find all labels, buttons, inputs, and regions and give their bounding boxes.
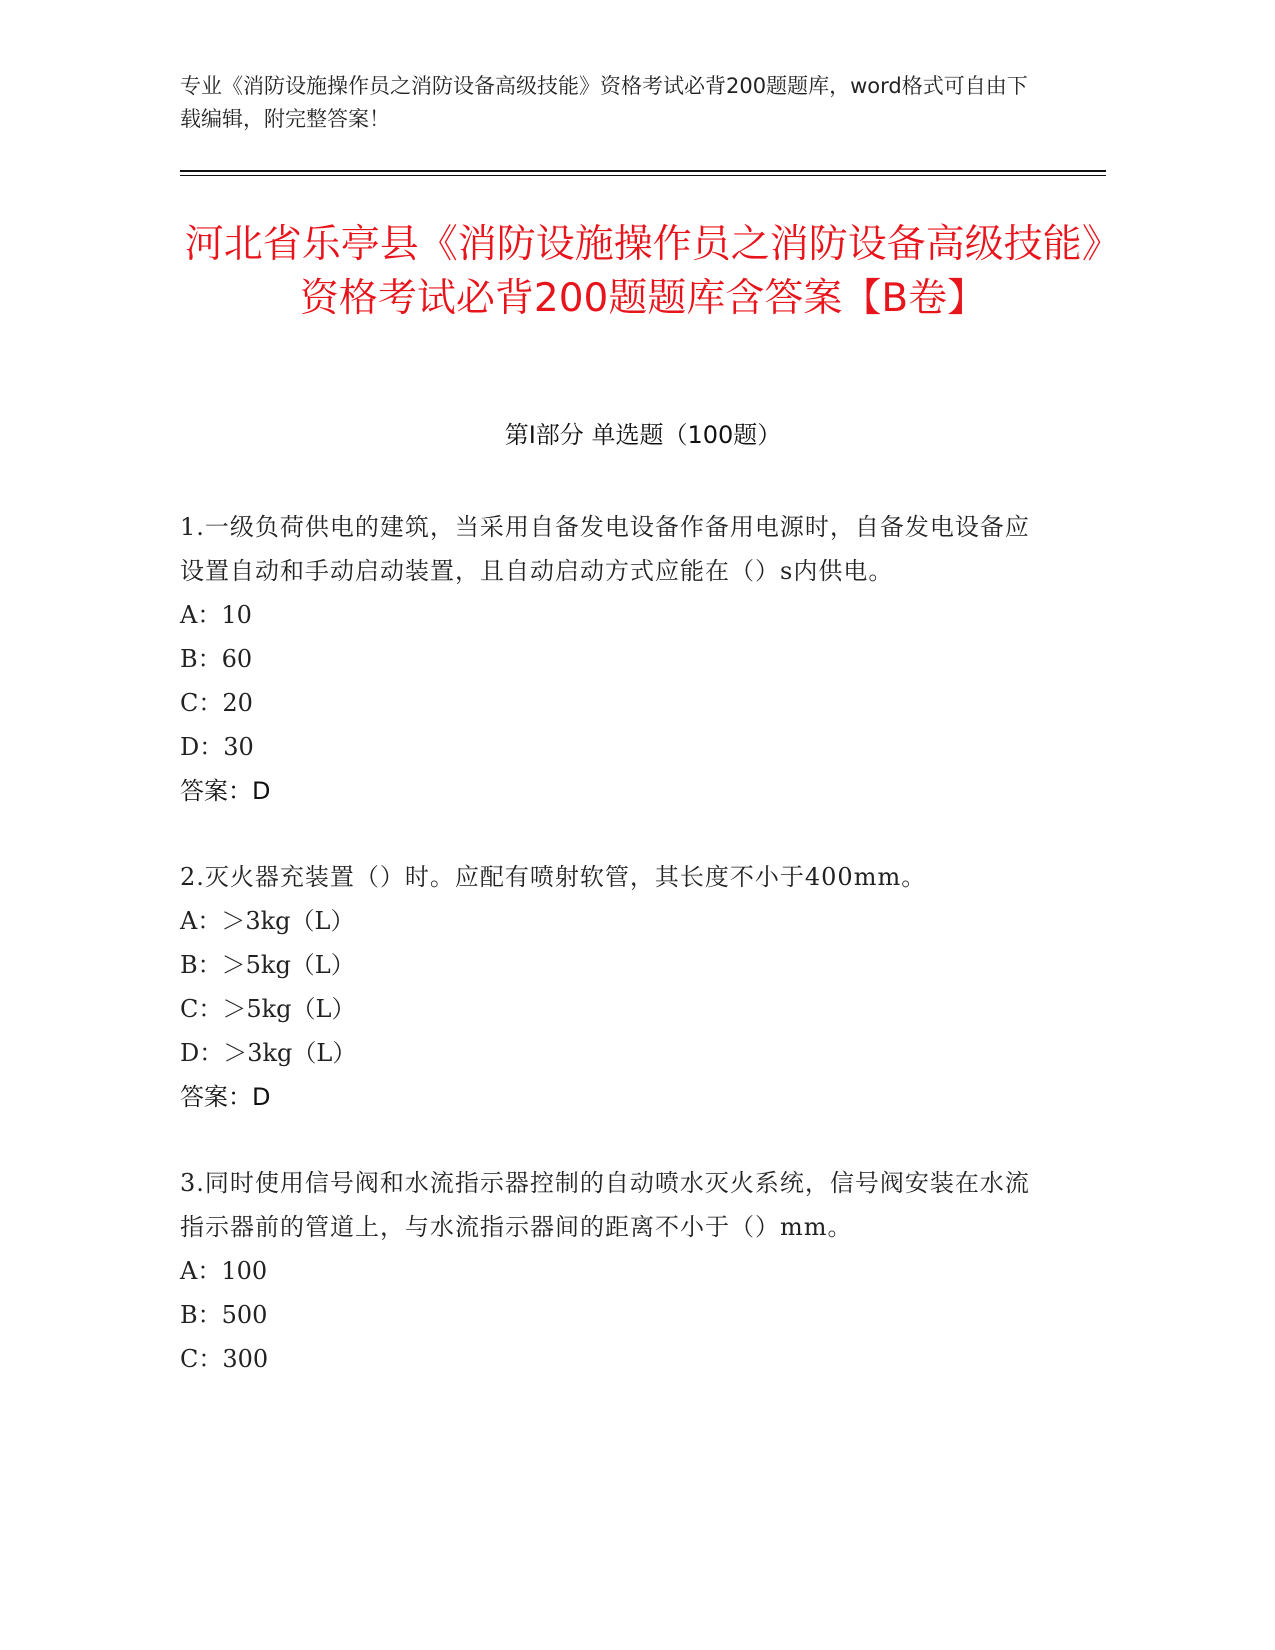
option-a: A：10: [180, 601, 252, 629]
section-heading: 第I部分 单选题（100题）: [504, 421, 782, 449]
question-stem: 3.同时使用信号阀和水流指示器控制的自动喷水灭火系统，信号阀安装在水流指示器前的管道上，与水流指示器间的距离不小于（）mm。: [180, 1169, 1030, 1241]
header-divider-thin: [180, 175, 1106, 176]
option-c: C：＞5kg（L）: [180, 995, 356, 1023]
question-2: [180, 855, 1040, 1119]
option-b: B：＞5kg（L）: [180, 951, 355, 979]
option-d: D：30: [180, 733, 254, 761]
option-b: B：60: [180, 645, 253, 673]
question-3: [180, 1161, 1040, 1381]
option-d: D：＞3kg（L）: [180, 1039, 357, 1067]
option-a: A：＞3kg（L）: [180, 907, 355, 935]
document-title: 河北省乐亭县《消防设施操作员之消防设备高级技能》资格考试必背200题题库含答案【B卷】: [184, 222, 1102, 321]
answer: 答案：D: [180, 777, 271, 805]
option-a: A：100: [180, 1257, 268, 1285]
question-1: [180, 505, 1040, 813]
answer: 答案：D: [180, 1083, 271, 1111]
option-b: B：500: [180, 1301, 268, 1329]
header-divider-thick: [180, 170, 1106, 172]
header-note: 专业《消防设施操作员之消防设备高级技能》资格考试必背200题题库，word格式可自由下载编辑，附完整答案！: [180, 74, 1028, 131]
question-list: [180, 505, 1040, 1423]
question-stem: 2.灭火器充装置（）时。应配有喷射软管，其长度不小于400mm。: [180, 863, 927, 891]
question-stem: 1.一级负荷供电的建筑，当采用自备发电设备作备用电源时，自备发电设备应设置自动和手动启动装置，且自动启动方式应能在（）s内供电。: [180, 513, 1030, 585]
option-c: C：300: [180, 1345, 269, 1373]
option-c: C：20: [180, 689, 253, 717]
